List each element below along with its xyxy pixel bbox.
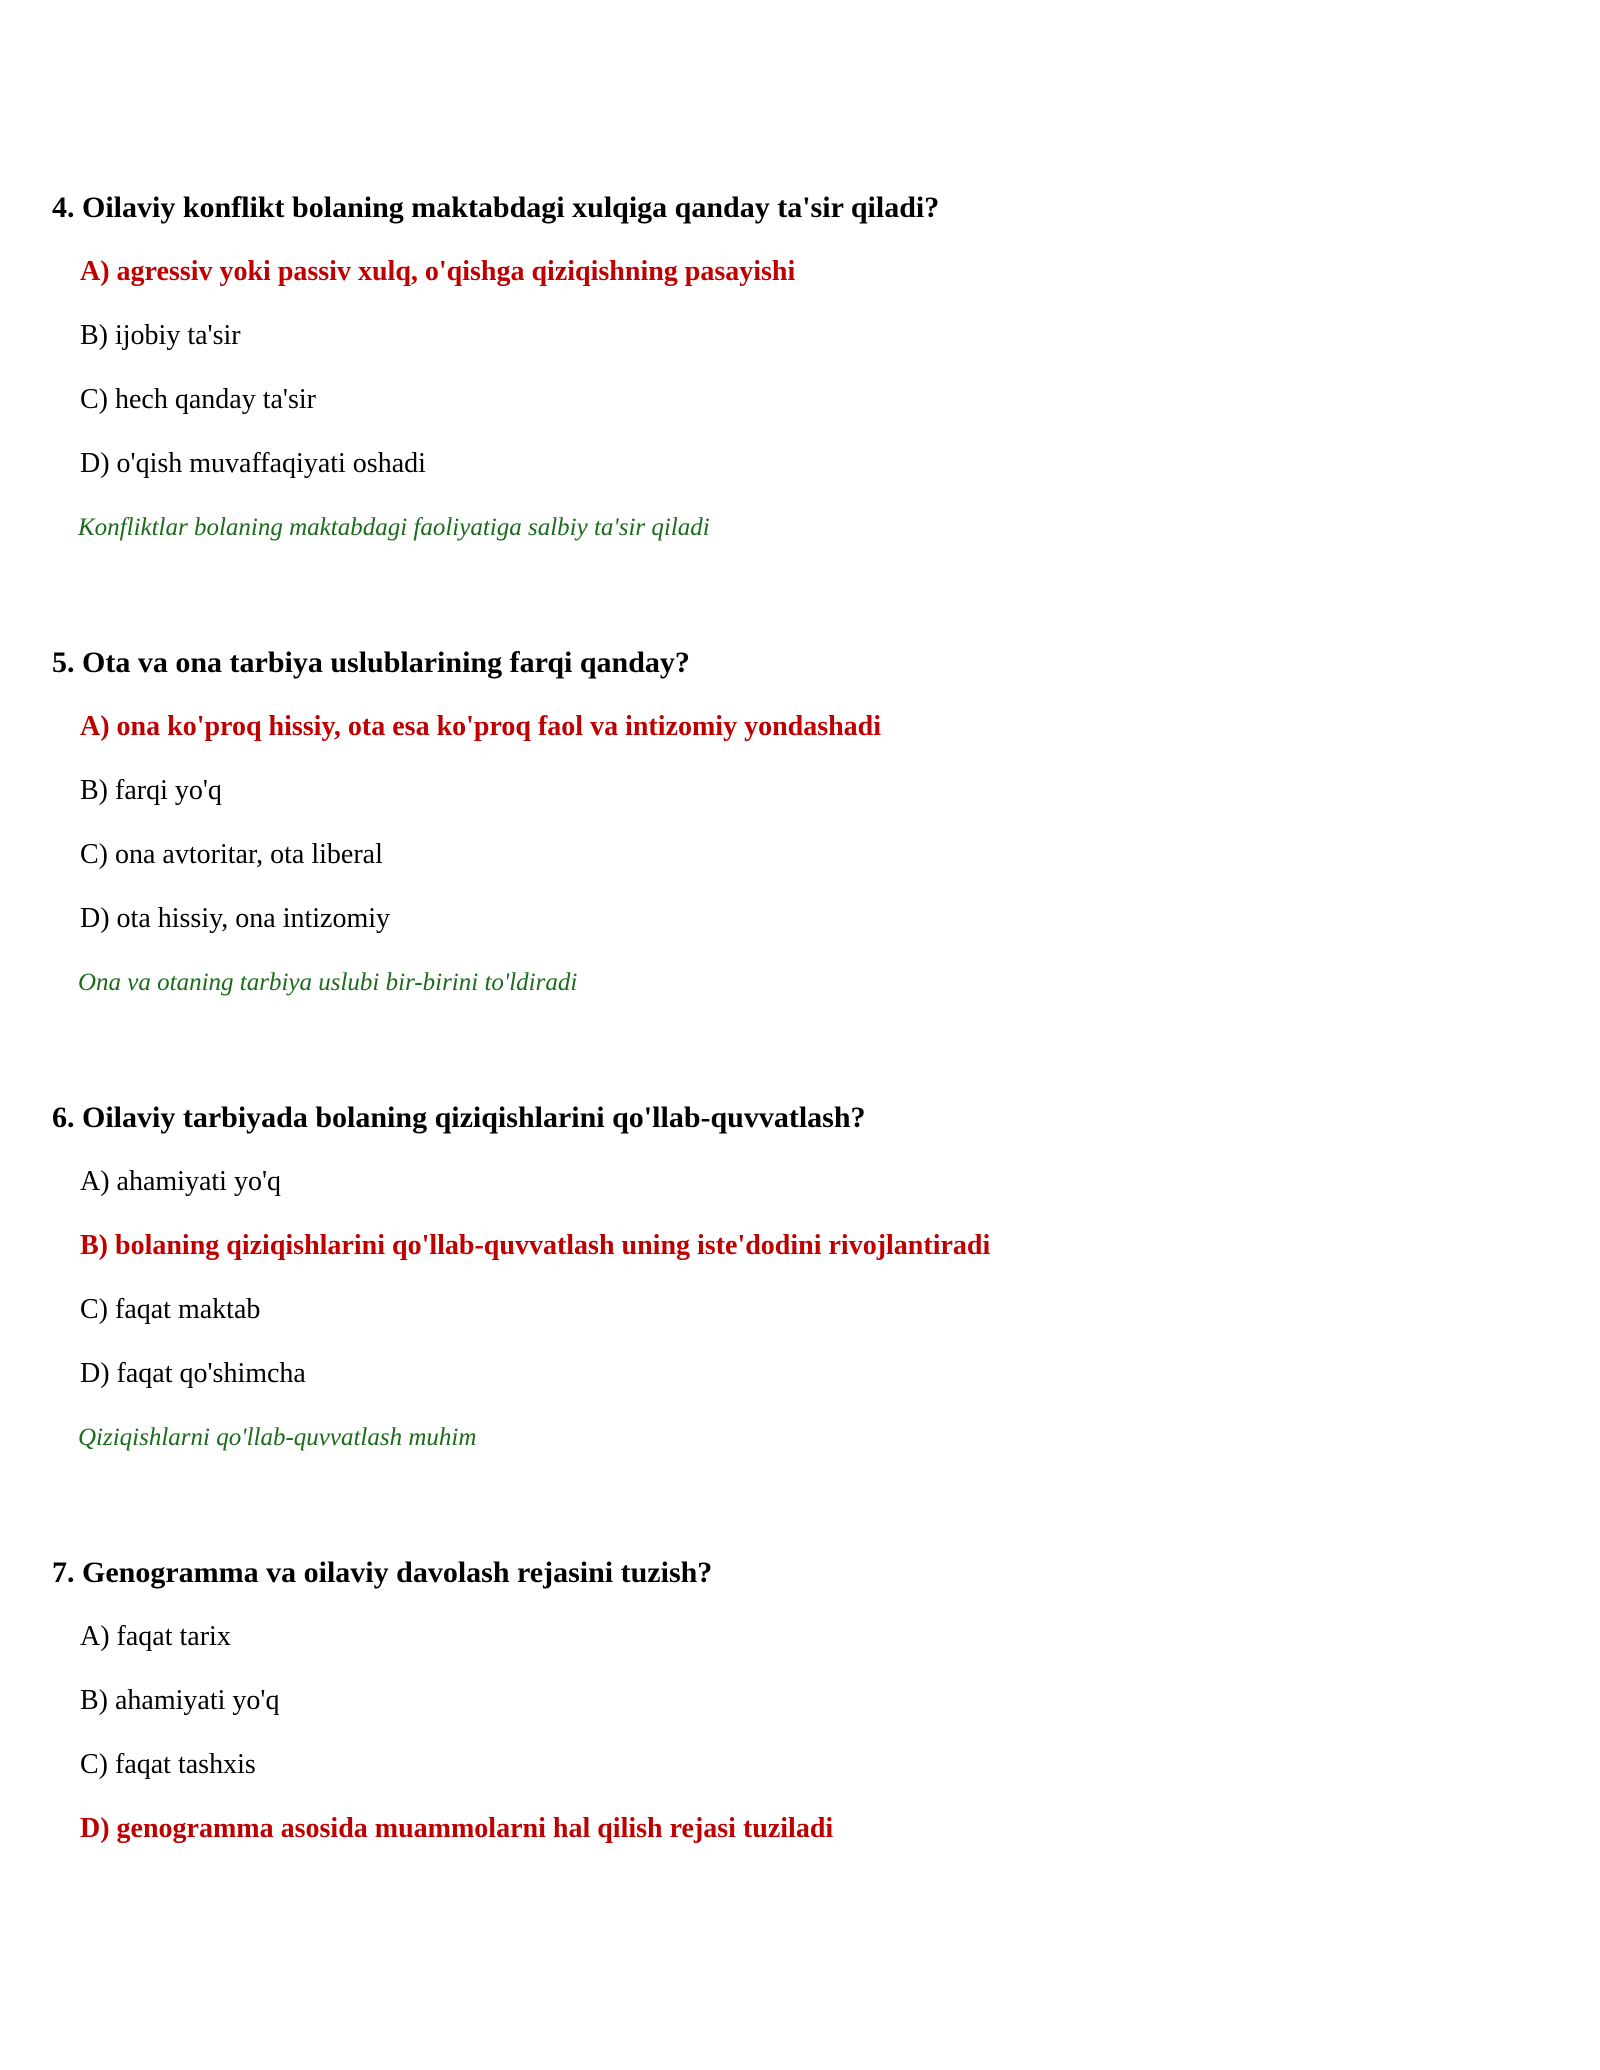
option-d: D) genogramma asosida muammolarni hal qilish rejasi tuziladi	[80, 1813, 834, 1844]
option-d: D) o'qish muvaffaqiyati oshadi	[80, 448, 426, 479]
explanation: Ona va otaning tarbiya uslubi bir-birini to'ldiradi	[78, 969, 578, 996]
option-a: A) ahamiyati yo'q	[80, 1166, 281, 1197]
option-a: A) faqat tarix	[80, 1621, 231, 1652]
question-title: 6. Oilaviy tarbiyada bolaning qiziqishlarini qo'llab-quvvatlash?	[52, 1101, 866, 1134]
question-title: 5. Ota va ona tarbiya uslublarining farqi qanday?	[52, 646, 690, 679]
option-a: A) agressiv yoki passiv xulq, o'qishga qiziqishning pasayishi	[80, 256, 796, 287]
option-b: B) farqi yo'q	[80, 775, 222, 806]
option-a: A) ona ko'proq hissiy, ota esa ko'proq faol va intizomiy yondashadi	[80, 711, 882, 742]
option-d: D) ota hissiy, ona intizomiy	[80, 903, 391, 934]
question-title: 4. Oilaviy konflikt bolaning maktabdagi xulqiga qanday ta'sir qiladi?	[52, 191, 940, 224]
explanation: Konfliktlar bolaning maktabdagi faoliyatiga salbiy ta'sir qiladi	[78, 514, 710, 541]
option-b: B) bolaning qiziqishlarini qo'llab-quvvatlash uning iste'dodini rivojlantiradi	[80, 1230, 991, 1261]
option-b: B) ijobiy ta'sir	[80, 320, 241, 351]
option-c: C) faqat maktab	[80, 1294, 261, 1325]
option-b: B) ahamiyati yo'q	[80, 1685, 280, 1716]
explanation: Qiziqishlarni qo'llab-quvvatlash muhim	[78, 1424, 477, 1451]
option-c: C) ona avtoritar, ota liberal	[80, 839, 383, 870]
option-c: C) faqat tashxis	[80, 1749, 256, 1780]
option-d: D) faqat qo'shimcha	[80, 1358, 306, 1389]
question-title: 7. Genogramma va oilaviy davolash rejasini tuzish?	[52, 1556, 713, 1589]
option-c: C) hech qanday ta'sir	[80, 384, 316, 415]
